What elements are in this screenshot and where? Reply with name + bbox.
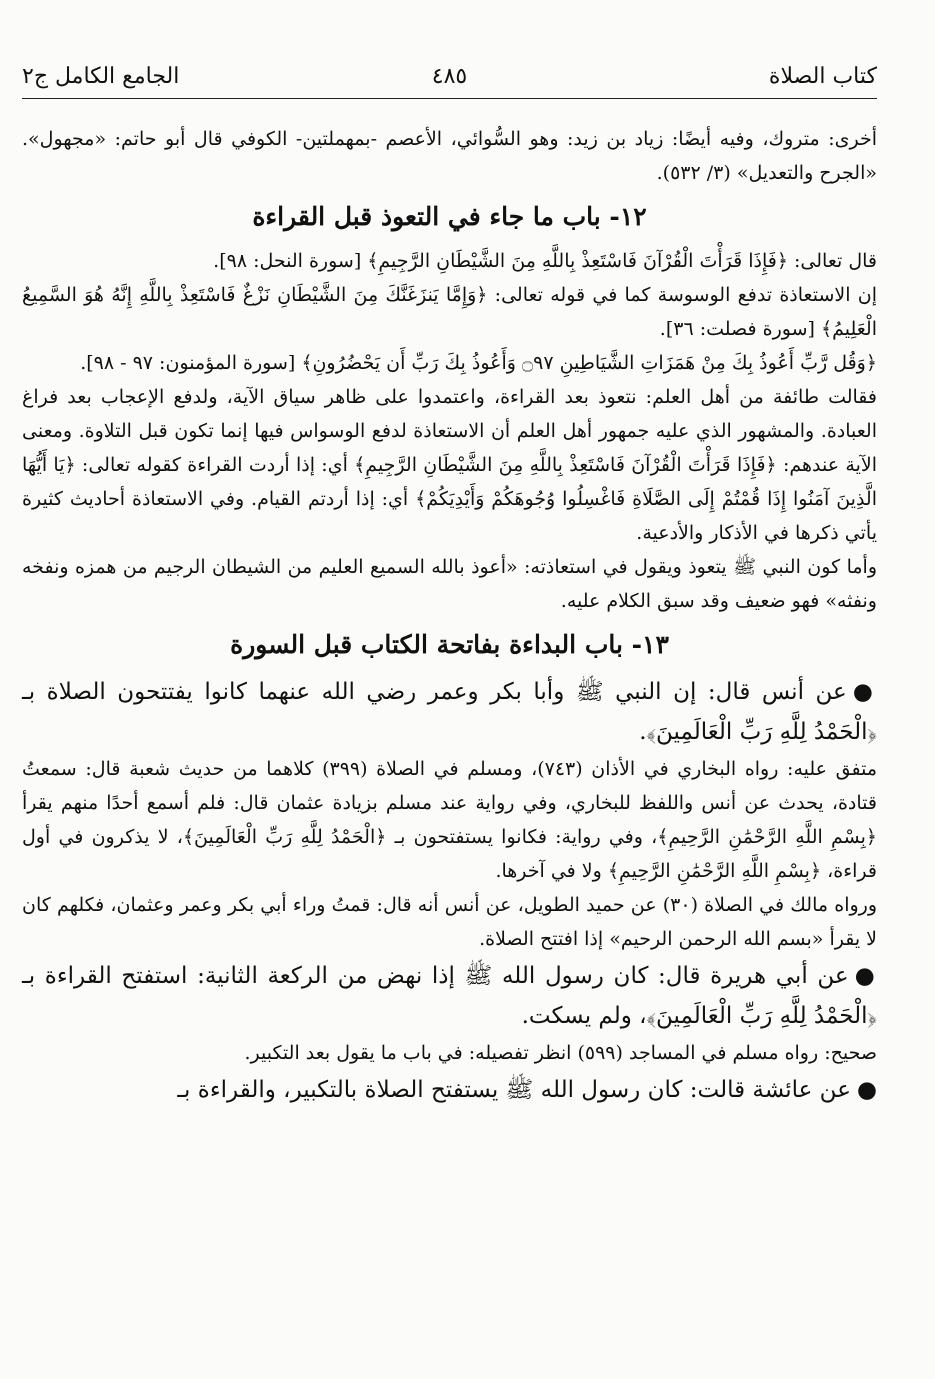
bullet-icon: ● xyxy=(852,679,877,705)
intro-paragraph: أخرى: متروك، وفيه أيضًا: زياد بن زيد: وهو السُّوائي، الأعصم -بمهملتين- الكوفي قال أبو حاتم: «مجهول». «الجرح والتعديل» (٣/ ٥٣٢). xyxy=(22,128,877,184)
bullet-icon: ● xyxy=(854,963,877,989)
page-header xyxy=(22,54,877,99)
page-body xyxy=(22,122,877,1110)
hadith-abu-hurayrah-text: عن أبي هريرة قال: كان رسول الله ﷺ إذا نهض من الركعة الثانية: استفتح القراءة بـ ﴿الْحَمْدُ لِلَّهِ رَبِّ الْعَالَمِينَ﴾، ولم يسكت. xyxy=(22,963,877,1029)
header-book-title: الجامع الكامل ج٢ xyxy=(22,63,180,89)
hadith-aisha xyxy=(22,1070,877,1110)
hadith-aisha-text: عن عائشة قالت: كان رسول الله ﷺ يستفتح الصلاة بالتكبير، والقراءة بـ xyxy=(177,1077,851,1103)
hadith-abu-hurayrah xyxy=(22,956,877,1036)
bullet-icon: ● xyxy=(856,1077,877,1103)
s12-weak-hadith-note: وأما كون النبي ﷺ يتعوذ ويقول في استعاذته: «أعوذ بالله السميع العليم من الشيطان الرجيم من همزه ونفخه ونفثه» فهو ضعيف وقد سبق الكلام عليه. xyxy=(22,556,877,612)
hadith-anas-malik: ورواه مالك في الصلاة (٣٠) عن حميد الطويل، عن أنس أنه قال: قمتُ وراء أبي بكر وعمر وعثمان، فكلهم كان لا يقرأ «بسم الله الرحمن الرحيم» إذا افتتح الصلاة. xyxy=(22,894,877,950)
section-13-title: ١٣- باب البداءة بفاتحة الكتاب قبل السورة xyxy=(230,630,669,659)
section-12-title: ١٢- باب ما جاء في التعوذ قبل القراءة xyxy=(252,202,647,231)
hadith-anas xyxy=(22,672,877,752)
page-number: ٤٨٥ xyxy=(431,63,468,89)
s12-verse-fussilat: إن الاستعاذة تدفع الوسوسة كما في قوله تعالى: ﴿وَإِمَّا يَنزَغَنَّكَ مِنَ الشَّيْطَانِ نَزْغٌ فَاسْتَعِذْ بِاللَّهِ إِنَّهُ هُوَ السَّمِيعُ الْعَلِيمُ﴾ [سورة فصلت: ٣٦]. xyxy=(22,284,877,340)
hadith-abu-hurayrah-takhrij: صحيح: رواه مسلم في المساجد (٥٩٩) انظر تفصيله: في باب ما يقول بعد التكبير. xyxy=(244,1042,877,1064)
header-chapter: كتاب الصلاة xyxy=(768,63,877,89)
hadith-anas-takhrij: متفق عليه: رواه البخاري في الأذان (٧٤٣)، ومسلم في الصلاة (٣٩٩) كلاهما من حديث شعبة قال: سمعتُ قتادة، يحدث عن أنس واللفظ للبخاري، وفي رواية عند مسلم بزيادة عثمان قال: فلم أسمع أحدًا منهم يقرأ ﴿بِسْمِ اللَّهِ الرَّحْمَٰنِ الرَّحِيمِ﴾، وفي رواية: فكانوا يستفتحون بـ ﴿الْحَمْدُ لِلَّهِ رَبِّ الْعَالَمِينَ﴾، لا يذكرون في أول قراءة، ﴿بِسْمِ اللَّهِ الرَّحْمَٰنِ الرَّحِيمِ﴾ ولا في آخرها. xyxy=(22,758,877,882)
s12-commentary: فقالت طائفة من أهل العلم: نتعوذ بعد القراءة، واعتمدوا على ظاهر سياق الآية، ولدفع الإعجاب بعد فراغ العبادة. والمشهور الذي عليه جمهور أهل العلم أن الاستعاذة لدفع الوسواس فيها إنما تكون قبل التلاوة. ومعنى الآية عندهم: ﴿فَإِذَا قَرَأْتَ الْقُرْآنَ فَاسْتَعِذْ بِاللَّهِ مِنَ الشَّيْطَانِ الرَّجِيمِ﴾ أي: إذا أردت القراءة كقوله تعالى: ﴿يَا أَيُّهَا الَّذِينَ آمَنُوا إِذَا قُمْتُمْ إِلَى الصَّلَاةِ فَاغْسِلُوا وُجُوهَكُمْ وَأَيْدِيَكُمْ﴾ أي: إذا أردتم القيام. وفي الاستعاذة أحاديث كثيرة يأتي ذكرها في الأذكار والأدعية. xyxy=(22,386,877,544)
s12-verse-nahl: قال تعالى: ﴿فَإِذَا قَرَأْتَ الْقُرْآنَ فَاسْتَعِذْ بِاللَّهِ مِنَ الشَّيْطَانِ الرَّجِيمِ﴾ [سورة النحل: ٩٨]. xyxy=(213,250,877,272)
hadith-anas-text: عن أنس قال: إن النبي ﷺ وأبا بكر وعمر رضي الله عنهما كانوا يفتتحون الصلاة بـ ﴿الْحَمْدُ لِلَّهِ رَبِّ الْعَالَمِينَ﴾. xyxy=(22,679,877,745)
s12-verse-muminun: ﴿وَقُل رَّبِّ أَعُوذُ بِكَ مِنْ هَمَزَاتِ الشَّيَاطِينِ ۝٩٧ وَأَعُوذُ بِكَ رَبِّ أَن يَحْضُرُونِ﴾ [سورة المؤمنون: ٩٧ - ٩٨]. xyxy=(80,352,877,374)
